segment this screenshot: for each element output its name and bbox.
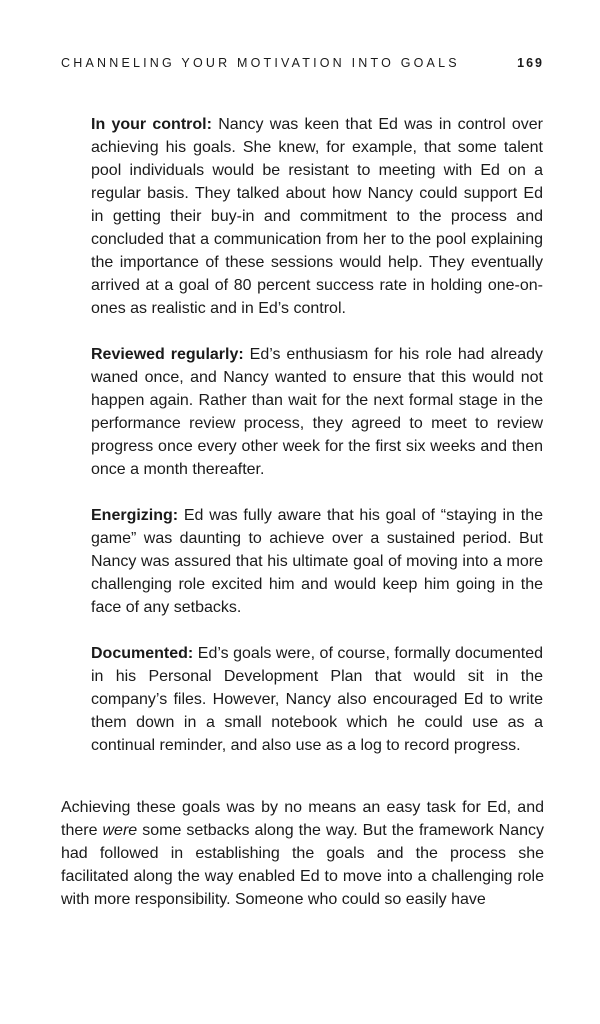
criterion-text: Nancy was keen that Ed was in control over achieving his goals. She knew, for example, that some talent pool individuals would be resistant to meeting with Ed on a regular basis. They talked about how Nancy could support Ed in getting their buy-in and commitment to the process and concluded that a communication from her to the pool explaining the importance of these sessions would help. They eventually arrived at a goal of 80 percent success rate in holding one-on-ones as realistic and in Ed’s control. [91,116,543,317]
criterion-energizing [91,504,543,619]
criterion-text: Ed’s goals were, of course, formally documented in his Personal Development Plan that would sit in the company’s files. However, Nancy also encouraged Ed to write them down in a small notebook which he could use as a continual reminder, and also use as a log to record progress. [91,645,543,754]
criterion-reviewed-regularly [91,343,543,481]
criterion-text: Ed’s enthusiasm for his role had already waned once, and Nancy wanted to ensure that this would not happen again. Rather than wait for the next formal stage in the performance review process, they agreed to meet to review progress once every other week for the first six weeks and then once a month thereafter. [91,346,543,478]
closing-text-end: some setbacks along the way. But the framework Nancy had followed in establishing the goals and the process she facilitated along the way enabled Ed to move into a challenging role with more responsibility. Someone who could so easily have [61,822,545,908]
criteria-list [91,113,543,780]
criterion-label: Reviewed regularly: [91,346,244,363]
closing-paragraph [61,796,544,911]
criterion-in-your-control [91,113,543,320]
criterion-label: Energizing: [91,507,179,524]
page-number: 169 [517,56,544,70]
criterion-label: Documented: [91,645,194,662]
criterion-text: Ed was fully aware that his goal of “staying in the game” was daunting to achieve over a sustained period. But Nancy was assured that his ultimate goal of moving into a more challenging role excited him and would keep him going in the face of any setbacks. [91,507,543,616]
criterion-label: In your control: [91,116,212,133]
running-header [61,56,544,70]
running-title: CHANNELING YOUR MOTIVATION INTO GOALS [61,56,460,70]
criterion-documented [91,642,543,757]
closing-text-start: Achieving these goals was by no means an easy task for Ed, and there [61,799,544,839]
closing-emphasis: were [102,822,138,839]
